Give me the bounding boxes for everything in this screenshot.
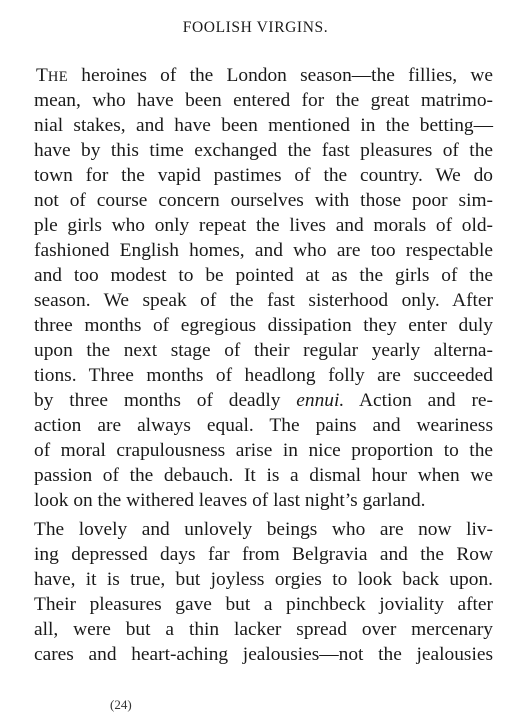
paragraph-1-line-2: mean, who have been entered for the great matrimo- [34, 90, 493, 111]
paragraph-1-line-1 [36, 64, 493, 89]
paragraph-1-line-7: ple girls who only repeat the lives and morals of old- [34, 215, 493, 236]
paragraph-2-line-3: have, it is true, but joyless orgies to look back upon. [34, 569, 493, 590]
paragraph-1-line-4: have by this time exchanged the fast pleasures of the [34, 140, 493, 161]
paragraph-2-line-2: ing depressed days far from Belgravia and the Row [34, 544, 493, 565]
paragraph-1-last-line: look on the withered leaves of last night’s garland. [34, 490, 426, 511]
lead-small-caps: HE [47, 69, 68, 85]
paragraph-1-line-8: fashioned English homes, and who are too respectable [34, 240, 493, 261]
line-14-after: Action and re- [359, 390, 493, 411]
paragraph-2-line-5: all, were but a thin lacker spread over mercenary [34, 619, 493, 640]
paragraph-1-line-6: not of course concern ourselves with those poor sim- [34, 190, 493, 211]
paragraph-1-line-16: of moral crapulousness arise in nice proportion to the [34, 440, 493, 461]
paragraph-2-line-1: The lovely and unlovely beings who are now liv- [34, 519, 493, 540]
paragraph-1-line-3: nial stakes, and have been mentioned in the betting— [34, 115, 493, 136]
paragraph-1-line-14 [34, 389, 493, 413]
paragraph-1-line-5: town for the vapid pastimes of the country. We do [34, 165, 493, 186]
page-number-fragment: (24) [110, 697, 132, 712]
paragraph-1-line-17: passion of the debauch. It is a dismal hour when we [34, 465, 493, 486]
drop-cap: T [36, 65, 48, 86]
paragraph-1-line-10: season. We speak of the fast sisterhood only. After [34, 290, 493, 311]
paragraph-1-line-11: three months of egregious dissipation they enter duly [34, 315, 493, 336]
paragraph-2-line-4: Their pleasures gave but a pinchbeck joviality after [34, 594, 493, 615]
italic-ennui: ennui. [296, 390, 345, 411]
paragraph-1-line-12: upon the next stage of their regular yearly alterna- [34, 340, 493, 361]
paragraph-1-line-9: and too modest to be pointed at as the girls of the [34, 265, 493, 286]
page-title: FOOLISH VIRGINS. [182, 19, 329, 36]
paragraph-1-line-15: action are always equal. The pains and weariness [34, 415, 493, 436]
paragraph-2-line-6: cares and heart-aching jealousies—not the jealousies [34, 644, 493, 665]
line-14-before: by three months of deadly [34, 390, 281, 411]
paragraph-1-line-13: tions. Three months of headlong folly are succeeded [34, 365, 493, 386]
line-1-text: heroines of the London season—the fillies, we [81, 65, 493, 86]
